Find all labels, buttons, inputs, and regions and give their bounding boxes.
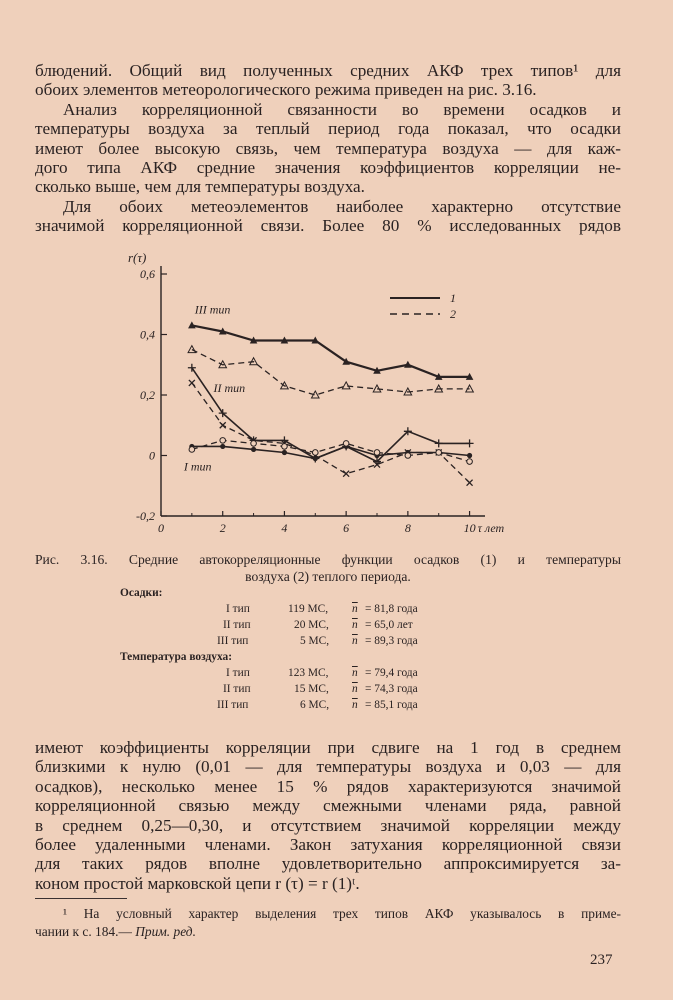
group-title-precip: Осадки: — [120, 587, 163, 599]
data-point — [312, 450, 318, 456]
text-line: корреляционной связью между смежными членами ряда, равной — [35, 796, 621, 816]
footnote — [35, 905, 621, 941]
data-point — [282, 450, 287, 455]
caption-line: воздуха (2) теплого периода. — [245, 569, 411, 584]
data-point — [466, 439, 474, 447]
y-tick-label: 0,2 — [140, 388, 155, 402]
value-cell: = 81,8 года — [365, 603, 418, 615]
data-point — [373, 385, 381, 392]
text-line: блюдений. Общий вид полученных средних АКФ трех типов¹ для — [35, 61, 621, 80]
x-tick-label: 2 — [219, 521, 226, 535]
count-cell: 5 МС, — [300, 635, 330, 647]
figure-caption — [35, 551, 621, 585]
text-line: коном простой марковской цепи r (τ) = r (1)ᵗ. — [35, 873, 360, 893]
series-line — [192, 380, 470, 483]
text-line: близкими к нулю (0,01 — для температуры воздуха и 0,03 — для — [35, 757, 621, 777]
data-point — [220, 444, 225, 449]
data-point — [467, 459, 473, 465]
count-cell: 15 МС, — [294, 683, 329, 695]
paragraph-top — [35, 61, 621, 236]
x-axis-label: τ лет — [477, 521, 505, 535]
data-point — [374, 450, 380, 456]
x-tick-label: 0 — [158, 521, 164, 535]
text-line: температуры воздуха за теплый период года показал, что осадки — [35, 119, 621, 139]
n-symbol: $\overline{n}$ — [352, 619, 358, 631]
data-point — [467, 453, 472, 458]
type-annotation: I тип — [183, 459, 212, 474]
type-annotation: III тип — [194, 302, 231, 317]
series-line — [192, 440, 470, 461]
data-point — [435, 439, 443, 447]
y-tick-label: 0 — [149, 448, 155, 463]
count-cell: 123 МС, — [288, 667, 329, 679]
value-cell: = 89,3 года — [365, 635, 418, 647]
series-line — [192, 325, 470, 377]
count-cell: 20 МС, — [294, 619, 329, 631]
n-symbol: $\overline{n}$ — [352, 667, 358, 679]
n-symbol: $\overline{n}$ — [352, 699, 358, 711]
page-number: 237 — [590, 952, 613, 968]
type-cell: II тип — [223, 683, 251, 695]
count-cell: 119 МС, — [288, 603, 329, 615]
legend-label: 1 — [450, 291, 456, 305]
n-symbol: $\overline{n}$ — [352, 683, 358, 695]
type-cell: II тип — [223, 619, 251, 631]
n-symbol: $\overline{n}$ — [352, 635, 358, 647]
type-annotation: II тип — [213, 380, 246, 395]
data-point — [436, 450, 442, 456]
value-cell: = 79,4 года — [365, 667, 418, 679]
data-point — [405, 453, 411, 459]
footnote-editor-note: Прим. ред. — [135, 924, 196, 939]
data-point — [343, 471, 349, 477]
acf-chart — [120, 248, 520, 543]
value-cell: = 74,3 года — [365, 683, 418, 695]
x-tick-label: 6 — [343, 521, 350, 535]
y-axis-label: r(τ) — [128, 250, 147, 265]
y-tick-label: 0,6 — [140, 267, 155, 281]
text-line: имеют более высокую связь, чем температура воздуха — для каж- — [35, 138, 621, 158]
data-point — [220, 438, 226, 444]
text-line: дого типа АКФ средние значения коэффициентов корреляции не- — [35, 158, 621, 178]
data-point — [251, 441, 257, 447]
caption-line: Рис. 3.16. Средние автокорреляционные функции осадков (1) и температуры — [35, 552, 621, 567]
data-point — [189, 380, 195, 386]
text-line: для таких рядов вполне удовлетворительно аппроксимируется за- — [35, 854, 621, 874]
data-point — [251, 447, 256, 452]
text-line: имеют коэффициенты корреляции при сдвиге на 1 год в среднем — [35, 738, 621, 757]
value-cell: = 85,1 года — [365, 699, 418, 711]
data-point — [220, 422, 226, 428]
data-point — [343, 441, 349, 447]
text-line: обоих элементов метеорологического режима приведен на рис. 3.16. — [35, 80, 537, 100]
type-cell: III тип — [217, 699, 249, 711]
n-symbol: $\overline{n}$ — [352, 603, 358, 615]
type-cell: I тип — [226, 667, 250, 679]
data-point — [342, 382, 350, 389]
table-row — [120, 601, 450, 617]
text-line: Анализ корреляционной связанности во времени осадков и — [63, 99, 621, 119]
type-cell: I тип — [226, 603, 250, 615]
footnote-rule — [35, 898, 127, 899]
footnote-line: ¹ На условный характер выделения трех типов АКФ указывалось в приме- — [63, 906, 621, 921]
text-line: осадков), несколько менее 15 % рядов характеризуются значимой — [35, 776, 621, 796]
data-point — [282, 444, 288, 450]
x-tick-label: 4 — [281, 521, 288, 535]
data-point — [189, 447, 195, 453]
y-tick-label: 0,4 — [140, 327, 155, 342]
text-line: в среднем 0,25—0,30, и отсутствием значимой корреляции между — [35, 815, 621, 835]
footnote-text: чании к с. 184.— — [35, 924, 136, 939]
table-row — [120, 697, 450, 713]
table-row — [120, 617, 450, 633]
type-cell: III тип — [217, 635, 249, 647]
count-cell: 6 МС, — [300, 699, 330, 711]
table-row — [120, 633, 450, 649]
x-tick-label: 8 — [404, 521, 411, 535]
group-title-temperature: Температура воздуха: — [120, 651, 232, 663]
paragraph-bottom — [35, 738, 621, 893]
text-line: более удаленными членами. Закон затухания корреляционной связи — [35, 835, 621, 855]
text-line: значимой корреляционной связи. Более 80 % исследованных рядов — [35, 216, 621, 236]
footnote-line — [35, 923, 621, 941]
station-table — [120, 585, 450, 710]
text-line: сколько выше, чем для температуры воздуха. — [35, 177, 365, 197]
table-row — [120, 681, 450, 697]
value-cell: = 65,0 лет — [365, 619, 413, 631]
text-line: Для обоих метеоэлементов наиболее характерно отсутствие — [63, 196, 621, 216]
data-point — [467, 480, 473, 486]
y-tick-label: -0,2 — [136, 509, 155, 523]
data-point — [313, 456, 318, 461]
legend-label: 2 — [450, 307, 456, 321]
table-row — [120, 665, 450, 681]
x-tick-label: 10 — [463, 521, 476, 535]
